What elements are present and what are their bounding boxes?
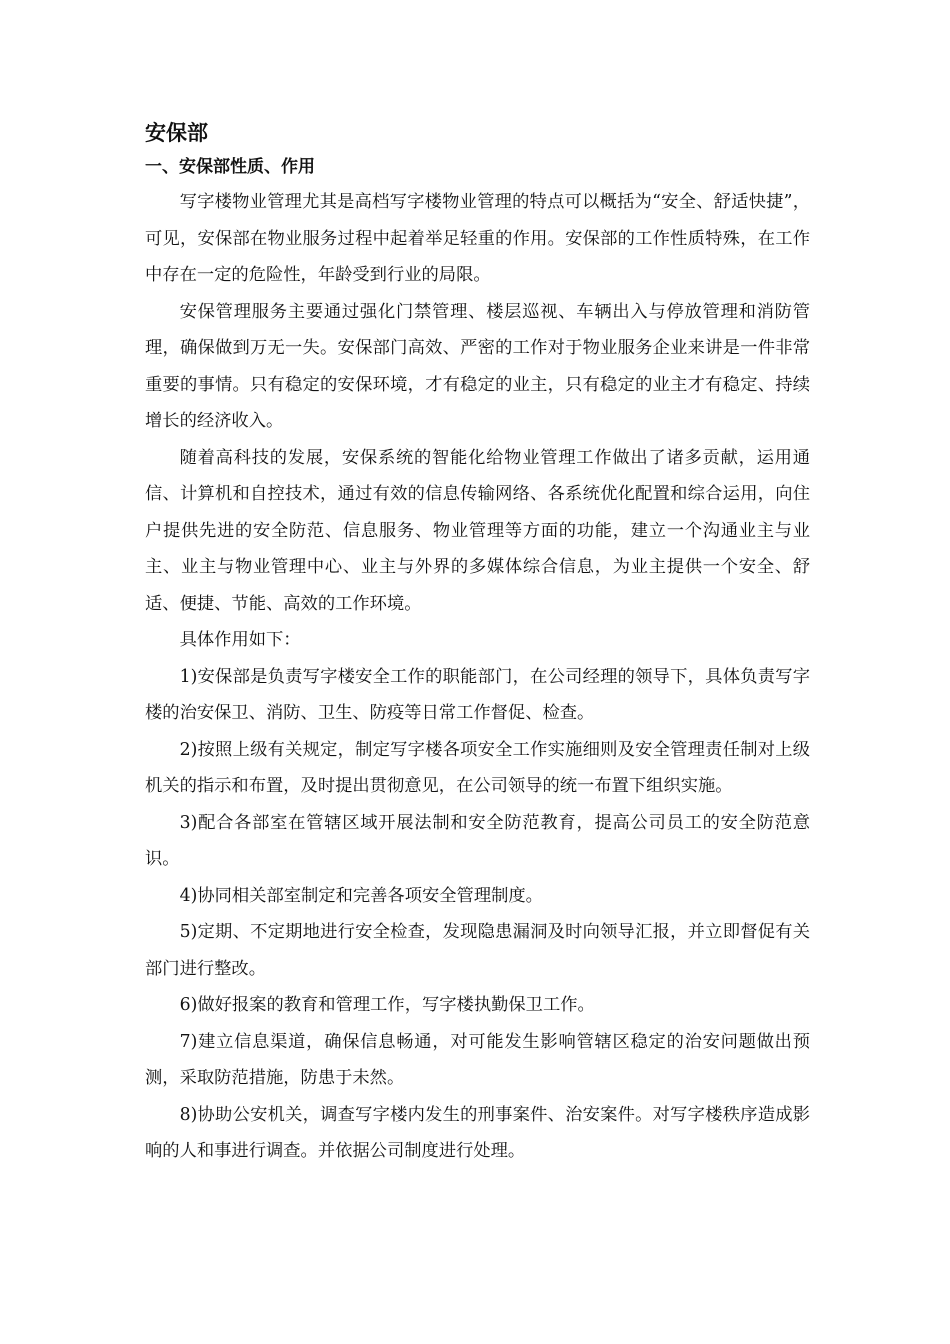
paragraph-security-management: 安保管理服务主要通过强化门禁管理、楼层巡视、车辆出入与停放管理和消防管理，确保做到万无一失。安保部门高效、严密的工作对于物业服务企业来讲是一件非常重要的事情。只有稳定的安保环境，才有稳定的业主，只有稳定的业主才有稳定、持续增长的经济收入。 bbox=[145, 301, 810, 431]
paragraph-intro: 写字楼物业管理尤其是高档写字楼物业管理的特点可以概括为“安全、舒适快捷”，可见，安保部在物业服务过程中起着举足轻重的作用。安保部的工作性质特殊，在工作中存在一定的危险性，年龄受到行业的局限。 bbox=[145, 192, 810, 285]
list-item-7: 7)建立信息渠道，确保信息畅通，对可能发生影响管辖区稳定的治安问题做出预测，采取防范措施，防患于未然。 bbox=[145, 1031, 810, 1088]
list-item-6: 6)做好报案的教育和管理工作，写字楼执勤保卫工作。 bbox=[179, 995, 595, 1015]
list-item-1: 1)安保部是负责写字楼安全工作的职能部门，在公司经理的领导下，具体负责写字楼的治安保卫、消防、卫生、防疫等日常工作督促、检查。 bbox=[145, 666, 810, 723]
list-item-3: 3)配合各部室在管辖区域开展法制和安全防范教育，提高公司员工的安全防范意识。 bbox=[145, 812, 810, 869]
list-item-2: 2)按照上级有关规定，制定写字楼各项安全工作实施细则及安全管理责任制对上级机关的指示和布置，及时提出贯彻意见，在公司领导的统一布置下组织实施。 bbox=[145, 739, 810, 796]
document-page bbox=[145, 118, 810, 1170]
list-item-8: 8)协助公安机关，调查写字楼内发生的刑事案件、治安案件。对写字楼秩序造成影响的人和事进行调查。并依据公司制度进行处理。 bbox=[145, 1104, 810, 1161]
list-item-5: 5)定期、不定期地进行安全检查，发现隐患漏洞及时向领导汇报，并立即督促有关部门进行整改。 bbox=[145, 922, 810, 979]
section-heading: 一、安保部性质、作用 bbox=[145, 157, 315, 177]
list-item-4: 4)协同相关部室制定和完善各项安全管理制度。 bbox=[179, 885, 543, 906]
document-title: 安保部 bbox=[145, 121, 208, 145]
paragraph-high-tech: 随着高科技的发展，安保系统的智能化给物业管理工作做出了诸多贡献，运用通信、计算机和自控技术，通过有效的信息传输网络、各系统优化配置和综合运用，向住户提供先进的安全防范、信息服务、物业管理等方面的功能，建立一个沟通业主与业主、业主与物业管理中心、业主与外界的多媒体综合信息，为业主提供一个安全、舒适、便捷、节能、高效的工作环境。 bbox=[145, 447, 810, 614]
paragraph-functions-lead: 具体作用如下： bbox=[179, 630, 301, 650]
